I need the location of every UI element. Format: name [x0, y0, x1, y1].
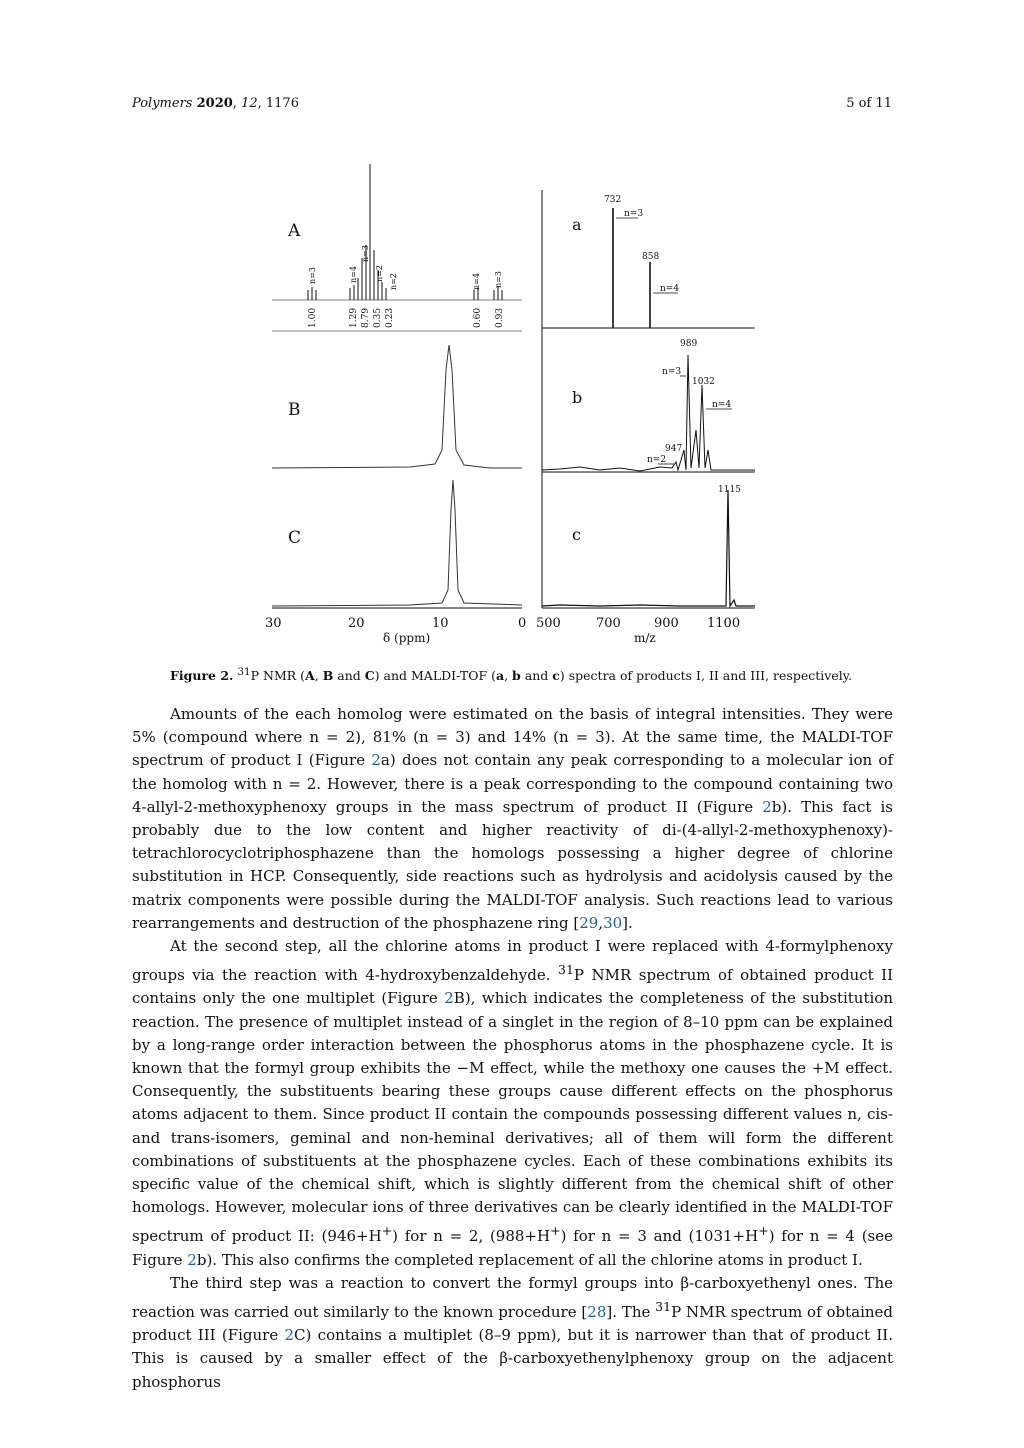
- ms-a-n-label: n=4: [660, 284, 680, 294]
- nmr-A-integral: 0.23: [385, 307, 395, 328]
- ms-b-peak-label: 1032: [692, 377, 715, 387]
- nmr-A-n-labels: [308, 245, 503, 290]
- caption-ref-C: C: [364, 668, 375, 684]
- citation-link[interactable]: 29: [579, 913, 599, 932]
- page-number: 5 of 11: [846, 96, 892, 111]
- paragraph-text: ].: [622, 913, 633, 932]
- nmr-A-n-label: n=4: [472, 273, 481, 290]
- ms-x-ticks: [536, 616, 740, 631]
- paragraph-text: P NMR spectrum of obtained product II contains only the one multiplet (Figure: [132, 966, 893, 1008]
- figure-link[interactable]: 2: [762, 797, 772, 816]
- ms-c-peak-label: 1115: [718, 485, 741, 495]
- nmr-A-integral: 0.93: [495, 307, 505, 328]
- paragraph-text: Amounts of the each homolog were estimated on the basis of integral intensities. They were 5% (compound where n = 2), 81% (n = 3) and 14% (n = 3). At the same time, the MALDI-TOF spectrum of product I (Figure: [132, 705, 893, 770]
- panel-label-A: A: [288, 221, 301, 241]
- nmr-tick: 0: [518, 616, 527, 631]
- paragraph-text: B), which indicates the completeness of the substitution reaction. The presence of multiplet instead of a singlet in the region of 8–10 ppm can be explained by a long-range order interaction between the phosphorus atoms in the phosphazene cycle. It is known that the formyl group exhibits the −M effect, while the methoxy one causes the +M effect. Consequently, the substituents bearing these groups cause different effects on the phosphorus atoms adjacent to them. Since product II contain the compounds possessing different values n, cis- and trans-isomers, geminal and non-heminal derivatives; all of them will form the different combinations of substituents at the phosphazene cycles. Each of these combinations exhibits its specific value of the chemical shift, which is slightly different from the chemical shift of other homologs. However, molecular ions of three derivatives can be clearly identified in the MALDI-TOF spectrum of product II: (946+H: [132, 989, 893, 1246]
- paragraph-2: [132, 935, 893, 1272]
- paragraph-text: ) for n = 4 (see Figure: [132, 1227, 893, 1269]
- figure-link[interactable]: 2: [284, 1326, 295, 1345]
- nmr-A-integral: 1.29: [349, 307, 359, 328]
- journal-name: Polymers: [132, 96, 193, 111]
- caption-text: P NMR (: [250, 668, 306, 684]
- nmr-x-label: δ (ppm): [383, 631, 431, 645]
- nmr-x-ticks: [265, 616, 526, 631]
- nmr-A-n-label: n=2: [389, 273, 398, 290]
- nmr-A-integral: 0.60: [473, 307, 483, 328]
- caption-text: ) and MALDI-TOF (: [374, 668, 496, 684]
- panel-label-a: a: [572, 215, 582, 234]
- ms-tick: 1100: [707, 616, 741, 631]
- nmr-A-integrals: [308, 308, 505, 328]
- citation-link[interactable]: 30: [603, 913, 623, 932]
- superscript: 31: [655, 1299, 672, 1315]
- nmr-A-n-label: n=3: [308, 267, 317, 284]
- nmr-A-integral: 8.79: [361, 307, 371, 328]
- figure-link[interactable]: 2: [444, 989, 454, 1008]
- caption-ref-c: c: [552, 668, 560, 684]
- ms-a-peak-label: 732: [604, 195, 622, 205]
- caption-text: ,: [314, 668, 323, 684]
- caption-ref-A: A: [305, 668, 315, 684]
- ms-tick: 900: [654, 616, 679, 631]
- caption-text: ) spectra of products I, II and III, respectively.: [559, 668, 853, 684]
- caption-ref-B: B: [322, 668, 334, 684]
- figure-link[interactable]: 2: [371, 751, 381, 770]
- caption-text: and: [520, 668, 553, 684]
- caption-text: and: [333, 668, 365, 684]
- panel-label-c: c: [572, 525, 581, 544]
- page-header: [132, 96, 892, 116]
- paragraph-text: ) for n = 2, (988+H: [392, 1227, 551, 1246]
- nmr-tick: 30: [265, 616, 282, 631]
- paragraph-text: ,: [598, 913, 604, 932]
- paragraph-text: At the second step, all the chlorine atoms in product I were replaced with 4-formylphenoxy groups via the reaction with 4-hydroxybenzaldehyde.: [132, 937, 893, 985]
- citation-link[interactable]: 28: [587, 1303, 607, 1322]
- ms-b-n-label: n=3: [662, 367, 682, 377]
- nmr-B-trace: [272, 345, 522, 468]
- ms-c-trace: [542, 490, 755, 606]
- journal-citation: Polymers 2020, 12, 1176: [132, 96, 299, 111]
- paragraph-1: [132, 703, 893, 935]
- superscript: +: [758, 1223, 769, 1239]
- paragraph-text: b). This also confirms the completed replacement of all the chlorine atoms in product I.: [196, 1250, 863, 1269]
- panel-label-b: b: [572, 388, 583, 407]
- caption-ref-b: b: [512, 668, 521, 684]
- superscript: +: [381, 1223, 393, 1239]
- paragraph-3: [132, 1272, 893, 1394]
- nmr-tick: 20: [348, 616, 365, 631]
- superscript: +: [550, 1223, 561, 1239]
- ms-a-labels: [604, 195, 679, 294]
- journal-year: 2020: [196, 96, 233, 111]
- nmr-C-trace: [272, 480, 522, 606]
- ms-a-n-label: n=3: [624, 209, 644, 219]
- caption-ref-a: a: [495, 668, 505, 684]
- caption-superscript: 31: [237, 666, 251, 678]
- nmr-A-integral: 0.35: [373, 307, 383, 328]
- nmr-tick: 10: [432, 616, 449, 631]
- paragraph-text: ) for n = 3 and (1031+H: [560, 1227, 759, 1246]
- panel-label-B: B: [288, 400, 301, 420]
- nmr-A-n-label: n=2: [375, 265, 384, 282]
- ms-b-peak-label: 989: [680, 339, 698, 349]
- ms-b-peak-label: 947: [665, 444, 683, 454]
- paragraph-text: ]. The: [606, 1303, 656, 1322]
- ms-tick: 700: [596, 616, 621, 631]
- paragraph-text: The third step was a reaction to convert the formyl groups into β-carboxyethenyl ones. The reaction was carried out similarly to the known procedure [: [132, 1273, 893, 1322]
- paragraph-text: b). This fact is probably due to the low content and higher reactivity of di-(4-allyl-2-methoxyphenoxy)-tetrachlorocyclotriphosphazene than the homologs possessing a higher degree of chlorine substitution in HCP. Consequently, side reactions such as hydrolysis and acidolysis caused by the matrix components were possible during the MALDI-TOF analysis. Such reactions lead to various rearrangements and destruction of the phosphazene ring [: [132, 797, 893, 932]
- nmr-A-n-label: n=3: [494, 271, 503, 288]
- figure-2-spectra: [260, 150, 770, 650]
- panel-label-C: C: [288, 528, 302, 548]
- caption-label: Figure 2.: [170, 668, 234, 684]
- figure-2: [260, 150, 770, 650]
- ms-a-peak-label: 858: [642, 252, 660, 262]
- nmr-A-n-label: n=3: [361, 245, 370, 262]
- nmr-A-integral: 1.00: [308, 307, 318, 328]
- nmr-A-n-label: n=4: [349, 266, 358, 283]
- article-number: 1176: [265, 96, 299, 111]
- superscript: 31: [558, 962, 574, 978]
- paragraph-text: P NMR spectrum of obtained product III (Figure: [132, 1303, 894, 1345]
- ms-x-label: m/z: [634, 631, 656, 645]
- paragraph-text: a) does not contain any peak corresponding to a molecular ion of the homolog with n = 2. However, there is a peak corresponding to the compound containing two 4-allyl-2-methoxyphenoxy groups in the mass spectrum of product II (Figure: [132, 751, 893, 816]
- ms-b-trace: [542, 355, 755, 471]
- figure-link[interactable]: 2: [187, 1250, 197, 1269]
- ms-tick: 500: [536, 616, 561, 631]
- body-text: [132, 703, 893, 1394]
- caption-text: ,: [504, 668, 513, 684]
- journal-volume: 12: [241, 96, 258, 111]
- ms-b-n-label: n=2: [647, 455, 667, 465]
- ms-b-n-label: n=4: [712, 400, 732, 410]
- paragraph-text: C) contains a multiplet (8–9 ppm), but it is narrower than that of product II. This is caused by a smaller effect of the β-carboxyethenylphenoxy group on the adjacent phosphorus: [132, 1326, 893, 1391]
- figure-caption: [170, 666, 870, 683]
